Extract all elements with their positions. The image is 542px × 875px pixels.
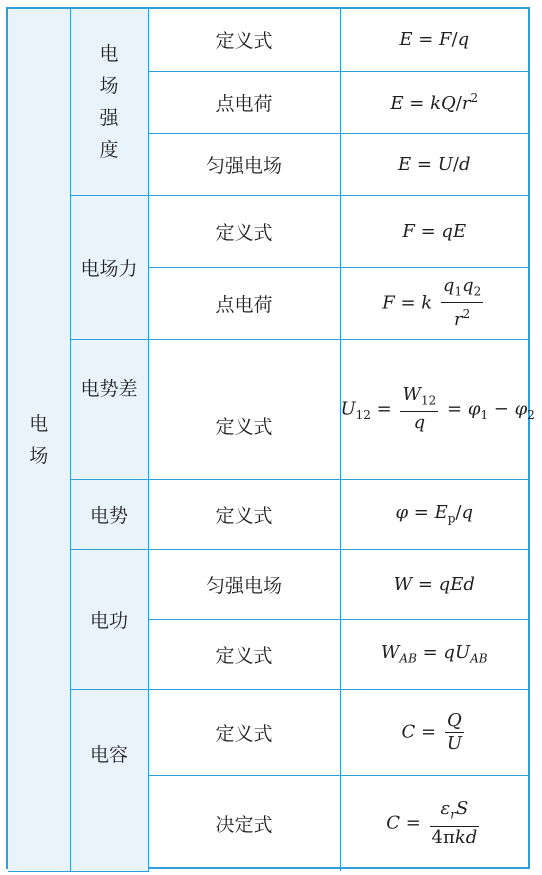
kind-definition: 定义式 (148, 479, 340, 549)
qty-char: 强 (99, 106, 119, 129)
fraction: $\frac{\varepsilon_rS}{\text{4πkd}}$ (431, 797, 478, 848)
qty-electric-force: 电场力 (70, 195, 148, 339)
kind-point-charge: 点电荷 (148, 71, 340, 133)
qty-work: 电功 (70, 549, 148, 689)
formula-potential-difference: $U_{12}$ = $\frac{W_{12}}{q}$ = $\varphi_1 - \varphi_2$ (340, 339, 528, 479)
formula-e-definition: E = F/q (340, 9, 528, 71)
electric-field-formula-table (8, 9, 535, 872)
fraction: $\frac{Q}{U}$ (446, 709, 462, 754)
formula-table-frame (6, 7, 535, 869)
formula-c-determining: C = $\frac{\varepsilon_rS}{\text{4πkd}}$ (340, 775, 528, 871)
kind-definition: 定义式 (148, 9, 340, 71)
kind-label: 定义式 (215, 415, 273, 438)
qty-label: 电势差 (80, 377, 138, 400)
kind-uniform-field: 匀强电场 (148, 549, 340, 619)
fraction: $\frac{W_{12}}{q}$ (402, 383, 437, 434)
formula-potential: $\varphi = E_p/q$ (340, 479, 528, 549)
topic-char-2: 场 (29, 444, 49, 467)
qty-potential-difference (70, 339, 148, 479)
kind-definition: 定义式 (148, 689, 340, 775)
kind-determining: 决定式 (148, 775, 340, 871)
qty-char: 度 (99, 138, 119, 161)
formula-w-definition: $W_{AB} = qU_{AB}$ (340, 619, 528, 689)
qty-label: 电容 (89, 743, 128, 766)
qty-capacitance (70, 689, 148, 871)
kind-definition (148, 339, 340, 479)
formula-e-uniform: E = U/d (340, 133, 528, 195)
fraction: $\frac{q_1q_2}{r^2}$ (442, 274, 482, 331)
formula-c-definition: C = $\frac{Q}{U}$ (340, 689, 528, 775)
qty-field-strength (70, 9, 148, 195)
kind-uniform-field: 匀强电场 (148, 133, 340, 195)
kind-point-charge: 点电荷 (148, 267, 340, 339)
qty-char: 电 (99, 42, 119, 65)
kind-definition: 定义式 (148, 195, 340, 267)
kind-definition: 定义式 (148, 619, 340, 689)
topic-char-1: 电 (29, 412, 49, 435)
formula-f-point-charge: F = k $\frac{q_1q_2}{r^2}$ (340, 267, 528, 339)
qty-char: 场 (99, 74, 119, 97)
formula-w-uniform: W = qEd (340, 549, 528, 619)
qty-potential: 电势 (70, 479, 148, 549)
topic-cell (8, 9, 70, 871)
formula-e-point-charge: $E = kQ/r^2$ (340, 71, 528, 133)
formula-f-definition: F = qE (340, 195, 528, 267)
